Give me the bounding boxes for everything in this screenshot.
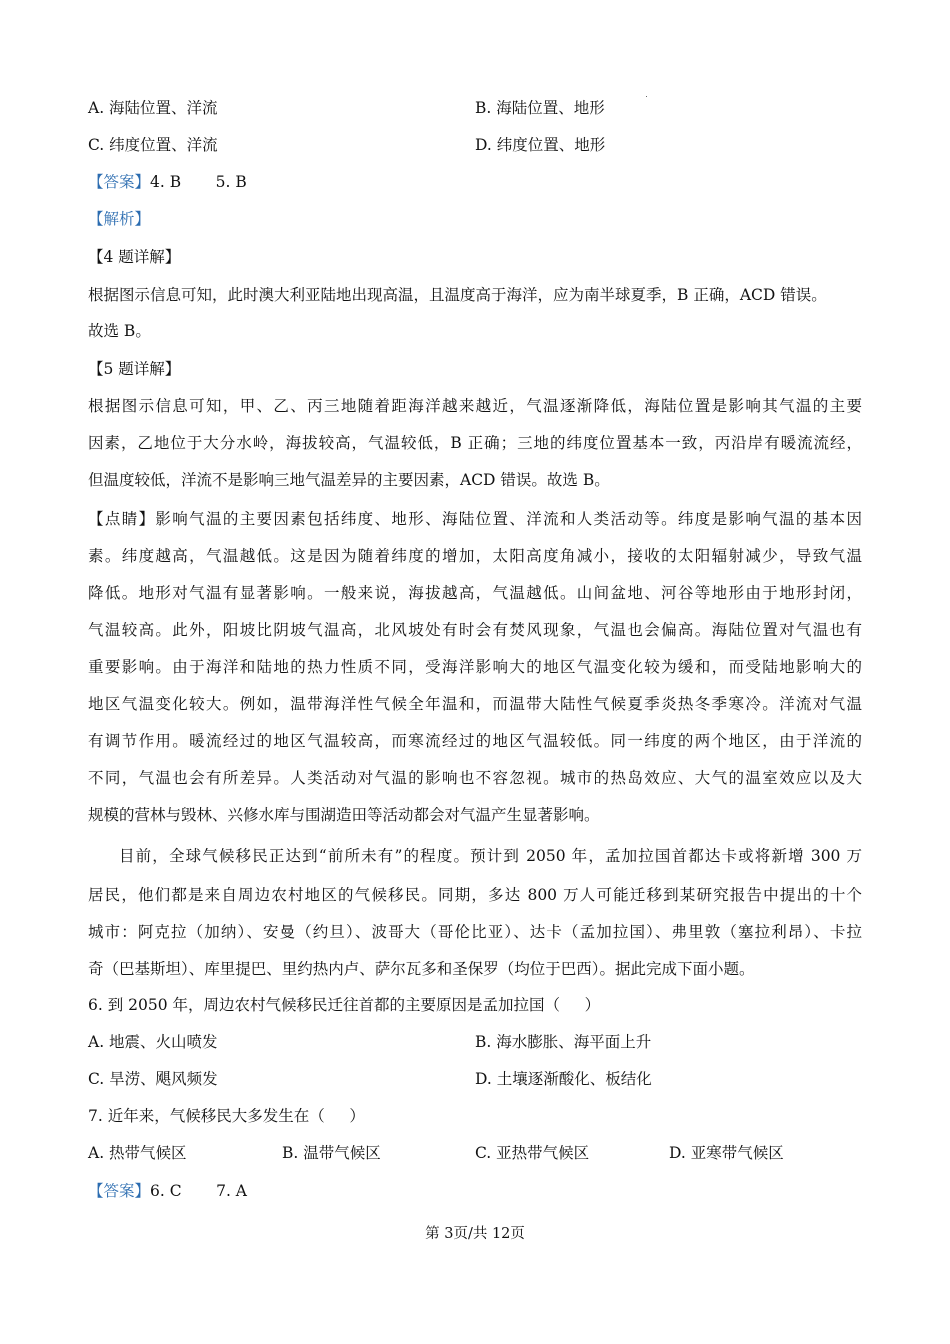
answer-tag: 【答案】	[88, 173, 151, 191]
page-footer: 第 3页/共 12页	[425, 1226, 525, 1242]
tip-line-5: 重要影响。由于海洋和陆地的热力性质不同，受海洋影响大的地区气温变化较为缓和，而受陆地影响大的	[88, 658, 862, 676]
answer-line-2	[88, 1180, 862, 1202]
q6-stem: 6. 到 2050 年，周边农村气候移民迁往首都的主要原因是孟加拉国（ ）	[88, 996, 601, 1014]
q7-options	[88, 1142, 862, 1164]
q6-option-a: A. 地震、火山喷发	[88, 1033, 218, 1051]
tip-line-3: 降低。地形对气温有显著影响。一般来说，海拔越高，气温越低。山间盆地、河谷等地形由于地形封闭，	[88, 584, 862, 602]
q6-options-cd	[88, 1068, 862, 1090]
q5-line-2: 因素，乙地位于大分水岭，海拔较高，气温较低，B 正确；三地的纬度位置基本一致，丙沿岸有暖流流经，	[88, 434, 862, 452]
q7-option-d: D. 亚寒带气候区	[669, 1144, 784, 1162]
passage-line-4: 奇（巴基斯坦）、库里提巴、里约热内卢、萨尔瓦多和圣保罗（均位于巴西）。据此完成下面小题。	[88, 960, 755, 978]
q7-option-a: A. 热带气候区	[88, 1144, 187, 1162]
answer-tag-2: 【答案】	[88, 1182, 151, 1200]
passage-line-1: 目前，全球气候移民正达到“前所未有”的程度。预计到 2050 年，孟加拉国首都达卡或将新增 300 万	[119, 847, 862, 865]
options-row-ab	[88, 97, 862, 119]
q6-option-c: C. 旱涝、飓风频发	[88, 1070, 218, 1088]
tip-line-4: 气温较高。此外，阳坡比阴坡气温高，北风坡处有时会有焚风现象，气温也会偏高。海陆位置对气温也有	[88, 621, 862, 639]
passage-line-3: 城市：阿克拉（加纳）、安曼（约旦）、波哥大（哥伦比亚）、达卡（孟加拉国）、弗里敦（塞拉利昂）、卡拉	[88, 923, 862, 941]
analysis-tag: 【解析】	[88, 210, 151, 228]
option-d: D. 纬度位置、地形	[475, 136, 606, 154]
passage-line-2: 居民，他们都是来自周边农村地区的气候移民。同期，多达 800 万人可能迁移到某研究报告中提出的十个	[88, 886, 862, 904]
q5-heading: 【5 题详解】	[88, 360, 181, 378]
tip-tag: 【点睛】	[88, 510, 156, 528]
tip-line-8: 不同，气温也会有所差异。人类活动对气温的影响也不容忽视。城市的热岛效应、大气的温室效应以及大	[88, 769, 862, 787]
option-c: C. 纬度位置、洋流	[88, 136, 218, 154]
q5-line-3: 但温度较低，洋流不是影响三地气温差异的主要因素，ACD 错误。故选 B。	[88, 471, 610, 489]
tip-line-7: 有调节作用。暖流经过的地区气温较高，而寒流经过的地区气温较低。同一纬度的两个地区，由于洋流的	[88, 732, 862, 750]
q6-option-d: D. 土壤逐渐酸化、板结化	[475, 1070, 652, 1088]
tip-text-1: 影响气温的主要因素包括纬度、地形、海陆位置、洋流和人类活动等。纬度是影响气温的基本因	[155, 510, 862, 528]
q4-line-1: 根据图示信息可知，此时澳大利亚陆地出现高温，且温度高于海洋，应为南半球夏季，B 正确，ACD 错误。	[88, 286, 827, 304]
tip-line-6: 地区气温变化较大。例如，温带海洋性气候全年温和，而温带大陆性气候夏季炎热冬季寒冷。洋流对气温	[88, 695, 862, 713]
option-a: A. 海陆位置、洋流	[88, 99, 218, 117]
answer-text: 4. B 5. B	[150, 173, 247, 191]
tip-line-9: 规模的营林与毁林、兴修水库与围湖造田等活动都会对气温产生显著影响。	[88, 806, 600, 824]
q7-option-c: C. 亚热带气候区	[475, 1144, 590, 1162]
q4-heading: 【4 题详解】	[88, 248, 181, 266]
q4-line-2: 故选 B。	[88, 322, 151, 340]
q7-stem: 7. 近年来，气候移民大多发生在（ ）	[88, 1107, 365, 1125]
options-row-cd	[88, 134, 862, 156]
q6-option-b: B. 海水膨胀、海平面上升	[475, 1033, 652, 1051]
q7-option-b: B. 温带气候区	[282, 1144, 381, 1162]
tip-line-1	[88, 508, 862, 530]
option-b: B. 海陆位置、地形	[475, 99, 605, 117]
answer-line-1	[88, 171, 862, 193]
answer-text-2: 6. C 7. A	[150, 1182, 247, 1200]
q5-line-1: 根据图示信息可知，甲、乙、丙三地随着距海洋越来越近，气温逐渐降低，海陆位置是影响其气温的主要	[88, 397, 862, 415]
tip-line-2: 素。纬度越高，气温越低。这是因为随着纬度的增加，太阳高度角减小，接收的太阳辐射减少，导致气温	[88, 547, 862, 565]
q6-options-ab	[88, 1031, 862, 1053]
